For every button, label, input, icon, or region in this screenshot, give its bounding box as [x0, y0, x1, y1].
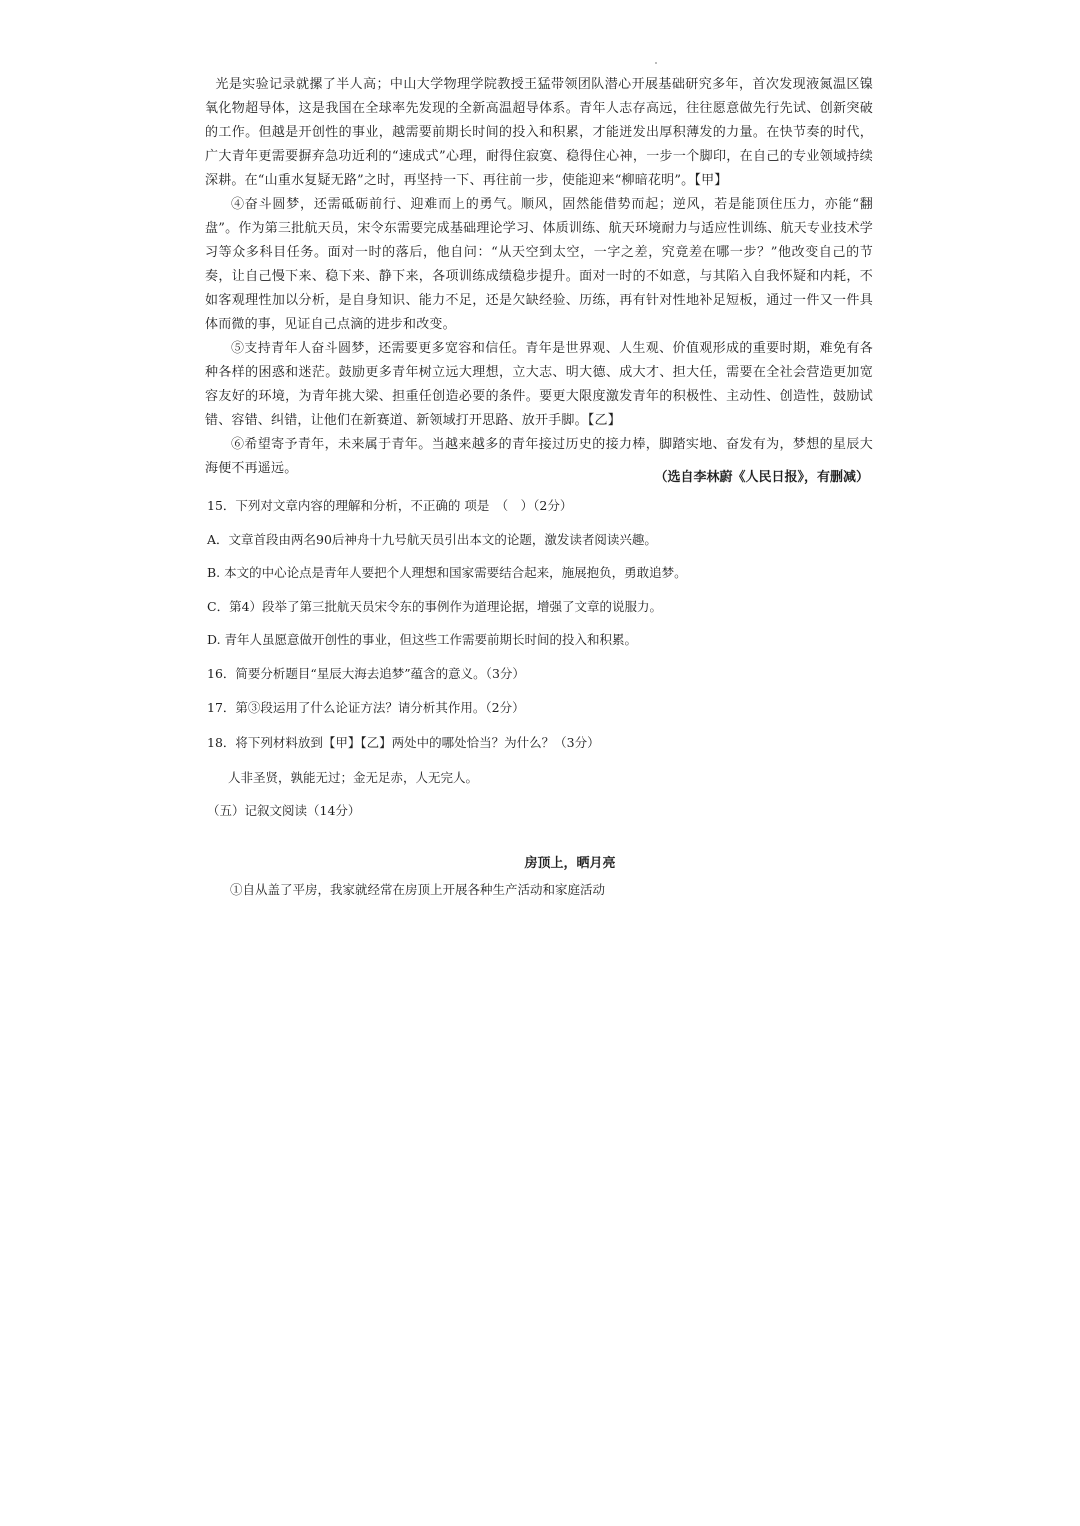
question-18-material: 人非圣贤，孰能无过；金无足赤，人无完人。 — [228, 770, 479, 785]
question-15-option-a: A．文章首段由两名90后神舟十九号航天员引出本文的论题，激发读者阅读兴趣。 — [207, 532, 657, 547]
question-15-option-b: B. 本文的中心论点是青年人要把个人理想和国家需要结合起来，施展抱负，勇敢追梦。 — [207, 565, 687, 580]
passage-source: （选自李林蔚《人民日报》，有删减） — [654, 470, 869, 485]
passage-paragraph-6: ⑥希望寄予青年，未来属于青年。当越来越多的青年接过历史的接力棒，脚踏实地、奋发有为，梦想的星辰大海便不再遥远。 — [205, 437, 873, 476]
question-15: 15．下列对文章内容的理解和分析，不正确的 项是 （ ）（2分） — [207, 498, 573, 513]
story-first-line: ①自从盖了平房，我家就经常在房顶上开展各种生产活动和家庭活动 — [230, 882, 606, 897]
passage-paragraph-5: ⑤支持青年人奋斗圆梦，还需要更多宽容和信任。青年是世界观、人生观、价值观形成的重要时期，难免有各种各样的困惑和迷茫。鼓励更多青年树立远大理想，立大志、明大德、成大才、担大任，需要在全社会营造更加宽容友好的环境，为青年挑大梁、担重任创造必要的条件。要更大限度激发青年的积极性、主动性、创造性，鼓励试错、容错、纠错，让他们在新赛道、新领域打开思路、放开手脚。【乙】 — [205, 341, 873, 428]
passage-paragraph-4: ④奋斗圆梦，还需砥砺前行、迎难而上的勇气。顺风，固然能借势而起；逆风，若是能顶住压力，亦能“翻盘”。作为第三批航天员，宋令东需要完成基础理论学习、体质训练、航天环境耐力与适应性训练、航天专业技术学习等众多科目任务。面对一时的落后，他自问：“从天空到太空，一字之差，究竟差在哪一步？”他改变自己的节奏，让自己慢下来、稳下来、静下来，各项训练成绩稳步提升。面对一时的不如意，与其陷入自我怀疑和内耗，不如客观理性加以分析，是自身知识、能力不足，还是欠缺经验、历练，再有针对性地补足短板，通过一件又一件具体而微的事，见证自己点滴的进步和改变。 — [205, 197, 873, 332]
question-15-option-d: D. 青年人虽愿意做开创性的事业，但这些工作需要前期长时间的投入和积累。 — [207, 632, 638, 647]
passage-paragraph-3: 光是实验记录就摞了半人高；中山大学物理学院教授王猛带领团队潜心开展基础研究多年，首次发现液氮温区镍氧化物超导体，这是我国在全球率先发现的全新高温超导体系。青年人志存高远，往往愿意做先行先试、创新突破的工作。但越是开创性的事业，越需要前期长时间的投入和积累，才能迸发出厚积薄发的力量。在快节奏的时代，广大青年更需要摒弃急功近利的“速成式”心理，耐得住寂寞、稳得住心神，一步一个脚印，在自己的专业领域持续深耕。在“山重水复疑无路”之时，再坚持一下、再往前一步，使能迎来“柳暗花明”。【甲】 — [205, 77, 873, 188]
section-heading: （五）记叙文阅读（14分） — [207, 803, 361, 818]
question-17: 17．第③段运用了什么论证方法？请分析其作用。（2分） — [207, 700, 525, 715]
scan-speck — [655, 62, 657, 64]
question-16: 16．简要分析题目“星辰大海去追梦”蕴含的意义。（3分） — [207, 666, 525, 681]
question-15-option-c: C．第4）段举了第三批航天员宋令东的事例作为道理论据，增强了文章的说服力。 — [207, 599, 663, 614]
story-title: 房顶上，晒月亮 — [524, 856, 616, 871]
passage-body — [205, 73, 873, 481]
question-18: 18．将下列材料放到【甲】【乙】两处中的哪处恰当？为什么？（3分） — [207, 735, 600, 750]
